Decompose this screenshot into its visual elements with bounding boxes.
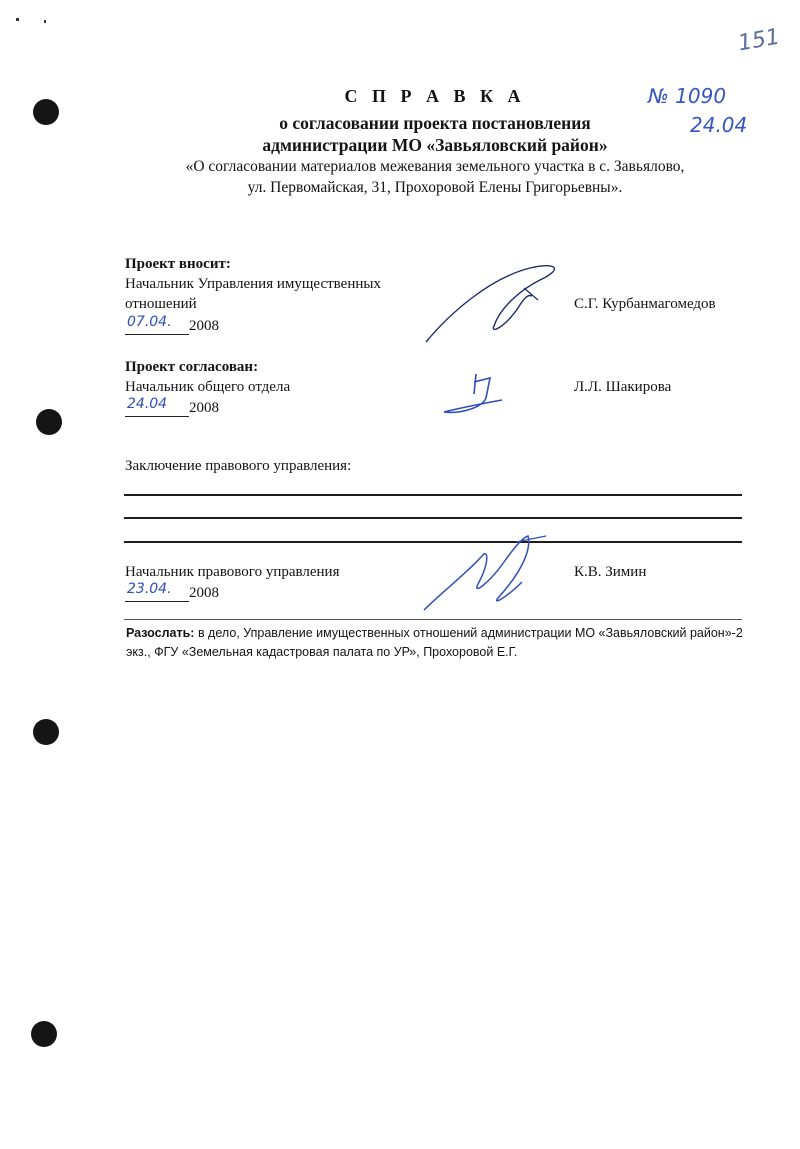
date-year: 2008 — [189, 400, 219, 416]
punch-hole — [31, 1021, 57, 1047]
legal-head-name: К.В. Зимин — [574, 564, 647, 580]
corner-page-mark: 151 — [736, 24, 782, 57]
legal-head-position: Начальник правового управления — [125, 564, 340, 580]
section-label-submitted-by: Проект вносит: — [125, 256, 231, 272]
date-year: 2008 — [189, 585, 219, 601]
date-underline — [125, 398, 189, 417]
submitter-name: С.Г. Курбанмагомедов — [574, 296, 716, 312]
signature-kurbanmagomedov — [420, 258, 570, 348]
document-title: С П Р А В К А — [344, 86, 526, 106]
scan-speck — [44, 20, 46, 23]
date-underline — [125, 583, 189, 602]
approver-date — [125, 398, 219, 417]
handwritten-date: 24.04 — [127, 396, 168, 412]
punch-hole — [33, 719, 59, 745]
date-underline — [125, 316, 189, 335]
registration-number: № 1090 — [648, 84, 727, 108]
distribution-text-line2: экз., ФГУ «Земельная кадастровая палата по УР», Прохоровой Е.Г. — [126, 645, 518, 659]
conclusion-line-1 — [124, 494, 742, 496]
document-subject-line2: ул. Первомайская, 31, Прохоровой Елены Григорьевны». — [247, 179, 623, 196]
footer-separator — [124, 619, 742, 620]
submitter-position-line1: Начальник Управления имущественных — [125, 276, 381, 292]
punch-hole — [36, 409, 62, 435]
submitter-date — [125, 316, 219, 335]
submitter-position-line2: отношений — [125, 296, 197, 312]
document-subject-line1: «О согласовании материалов межевания земельного участка в с. Завьялово, — [185, 158, 685, 175]
handwritten-date: 23.04. — [127, 581, 172, 597]
signature-zimin — [418, 532, 558, 616]
date-year: 2008 — [189, 318, 219, 334]
legal-head-date — [125, 583, 219, 602]
scan-speck — [16, 18, 19, 21]
signature-shakirova — [440, 368, 520, 420]
document-subtitle-line2: администрации МО «Завьяловский район» — [262, 135, 608, 155]
approver-position: Начальник общего отдела — [125, 379, 291, 395]
approver-name: Л.Л. Шакирова — [574, 379, 672, 395]
distribution-label: Разослать: — [126, 626, 195, 640]
registration-date: 24.04 — [690, 113, 748, 137]
section-label-approved: Проект согласован: — [125, 359, 259, 375]
distribution-list — [126, 624, 766, 662]
legal-conclusion-label: Заключение правового управления: — [125, 458, 352, 474]
distribution-text-line1: в дело, Управление имущественных отношений администрации МО «Завьяловский район»-2 — [194, 626, 743, 640]
document-subtitle-line1: о согласовании проекта постановления — [279, 113, 591, 133]
conclusion-line-2 — [124, 517, 742, 519]
handwritten-date: 07.04. — [127, 314, 172, 330]
